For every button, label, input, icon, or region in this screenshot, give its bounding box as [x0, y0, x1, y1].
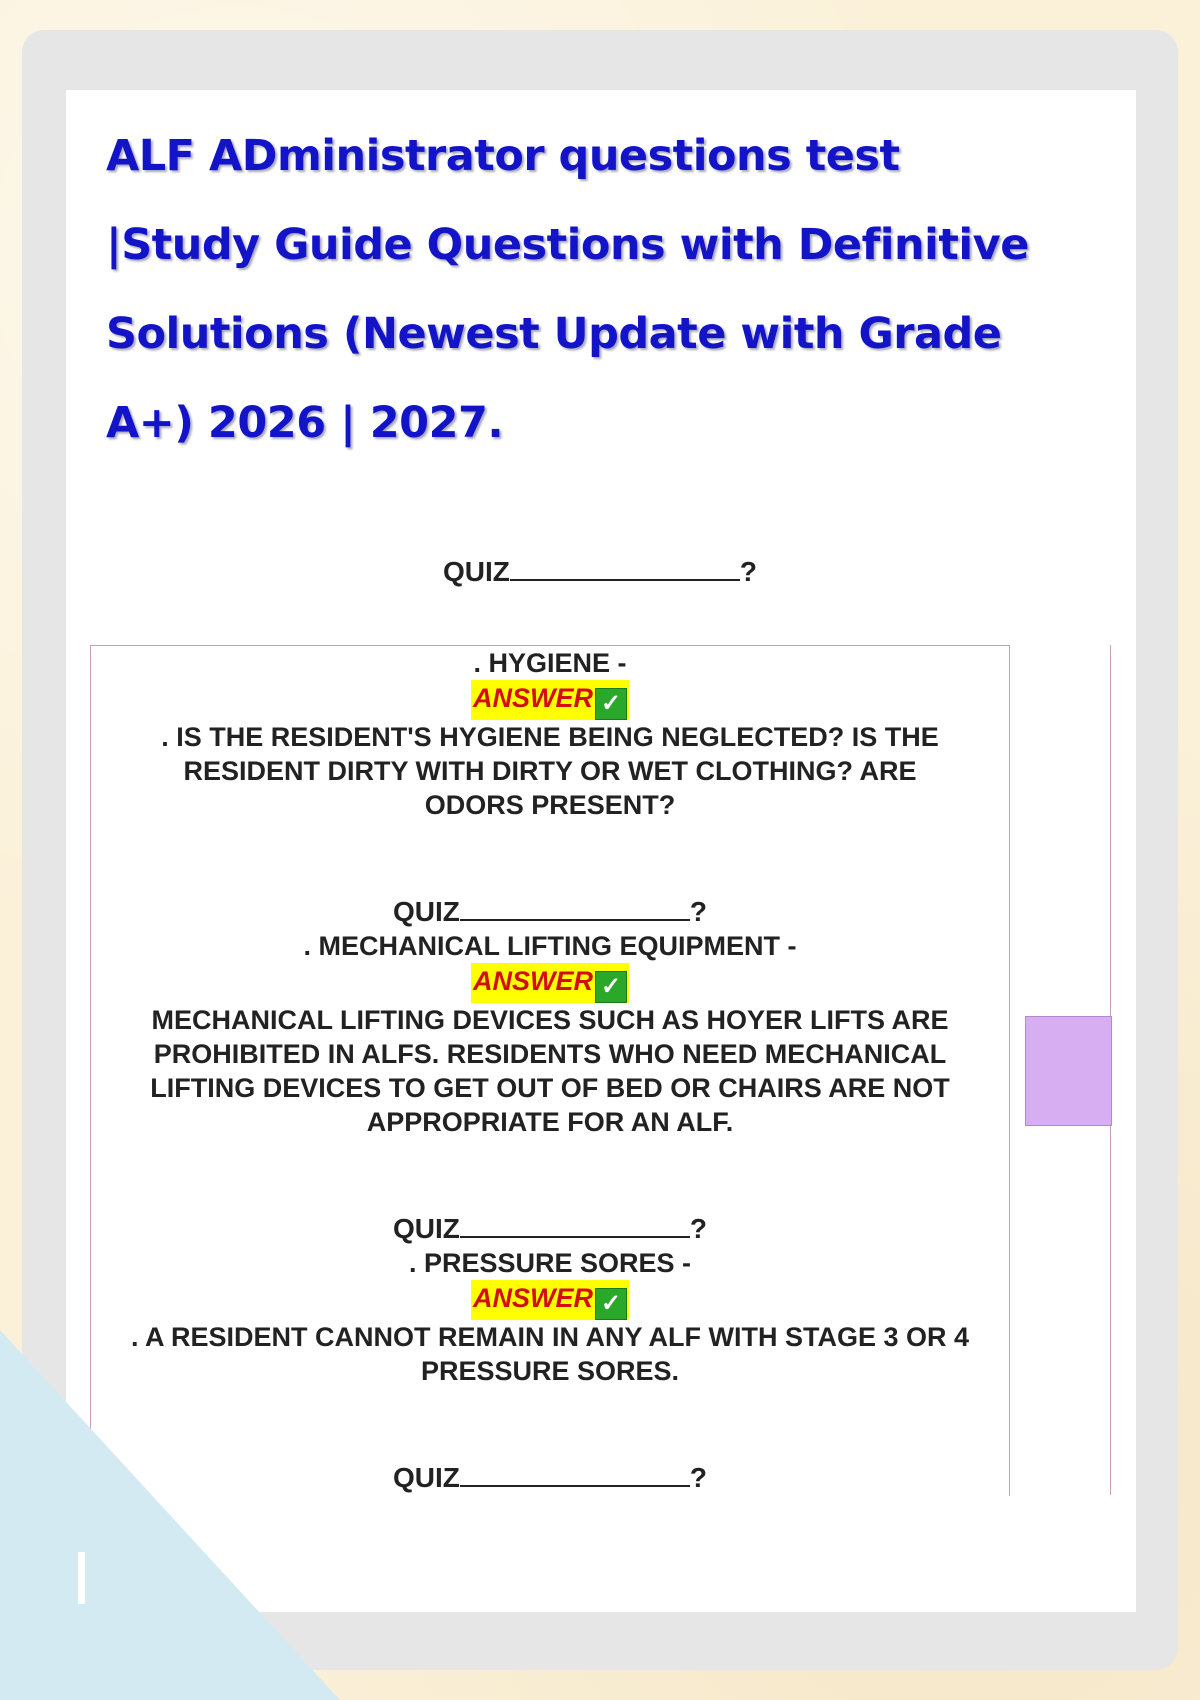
check-icon: ✓ [595, 688, 627, 720]
question-text: . PRESSURE SORES - [408, 1248, 692, 1278]
answer-badge [471, 963, 629, 1003]
quiz-suffix: ? [689, 1213, 707, 1244]
answer-badge [471, 680, 629, 720]
answer-label: ANSWER [473, 1283, 593, 1313]
decorative-mark [78, 1552, 85, 1604]
qa-list [91, 646, 1009, 1495]
quiz-heading [91, 1461, 1009, 1495]
quiz-heading [0, 556, 1200, 588]
question-text: . MECHANICAL LIFTING EQUIPMENT - [303, 931, 797, 961]
quiz-heading [91, 895, 1009, 929]
answer-text: . IS THE RESIDENT'S HYGIENE BEING NEGLECTED? IS THE RESIDENT DIRTY WITH DIRTY OR WET CLOTHING? ARE ODORS PRESENT? [161, 722, 939, 820]
document-viewer[interactable] [90, 645, 1010, 1496]
quiz-label: QUIZ [393, 896, 460, 927]
document-title: ALF ADministrator questions test |Study Guide Questions with Definitive Solutions (Newest Update with Grade A+) 2026 | 2027. [106, 131, 1029, 448]
quiz-suffix: ? [689, 896, 707, 927]
qa-item [91, 646, 1009, 822]
answer-text: MECHANICAL LIFTING DEVICES SUCH AS HOYER LIFTS ARE PROHIBITED IN ALFS. RESIDENTS WHO NEED MECHANICAL LIFTING DEVICES TO GET OUT OF BED OR CHAIRS ARE NOT APPROPRIATE FOR AN ALF. [150, 1005, 950, 1137]
quiz-label: QUIZ [443, 556, 510, 587]
quiz-blank [460, 1214, 690, 1238]
quiz-label: QUIZ [393, 1462, 460, 1493]
answer-text: . A RESIDENT CANNOT REMAIN IN ANY ALF WITH STAGE 3 OR 4 PRESSURE SORES. [130, 1322, 970, 1386]
question-text: . HYGIENE - [473, 648, 627, 678]
scrollbar-thumb[interactable] [1025, 1016, 1112, 1126]
quiz-blank [510, 557, 740, 581]
quiz-blank [460, 897, 690, 921]
quiz-heading [91, 1212, 1009, 1246]
check-icon: ✓ [595, 971, 627, 1003]
answer-label: ANSWER [473, 683, 593, 713]
quiz-blank [460, 1463, 690, 1487]
qa-item [91, 1212, 1009, 1388]
answer-label: ANSWER [473, 966, 593, 996]
quiz-label: QUIZ [393, 1213, 460, 1244]
check-icon: ✓ [595, 1288, 627, 1320]
answer-badge [471, 1280, 629, 1320]
quiz-suffix: ? [689, 1462, 707, 1493]
quiz-suffix: ? [739, 556, 757, 587]
qa-item [91, 895, 1009, 1139]
